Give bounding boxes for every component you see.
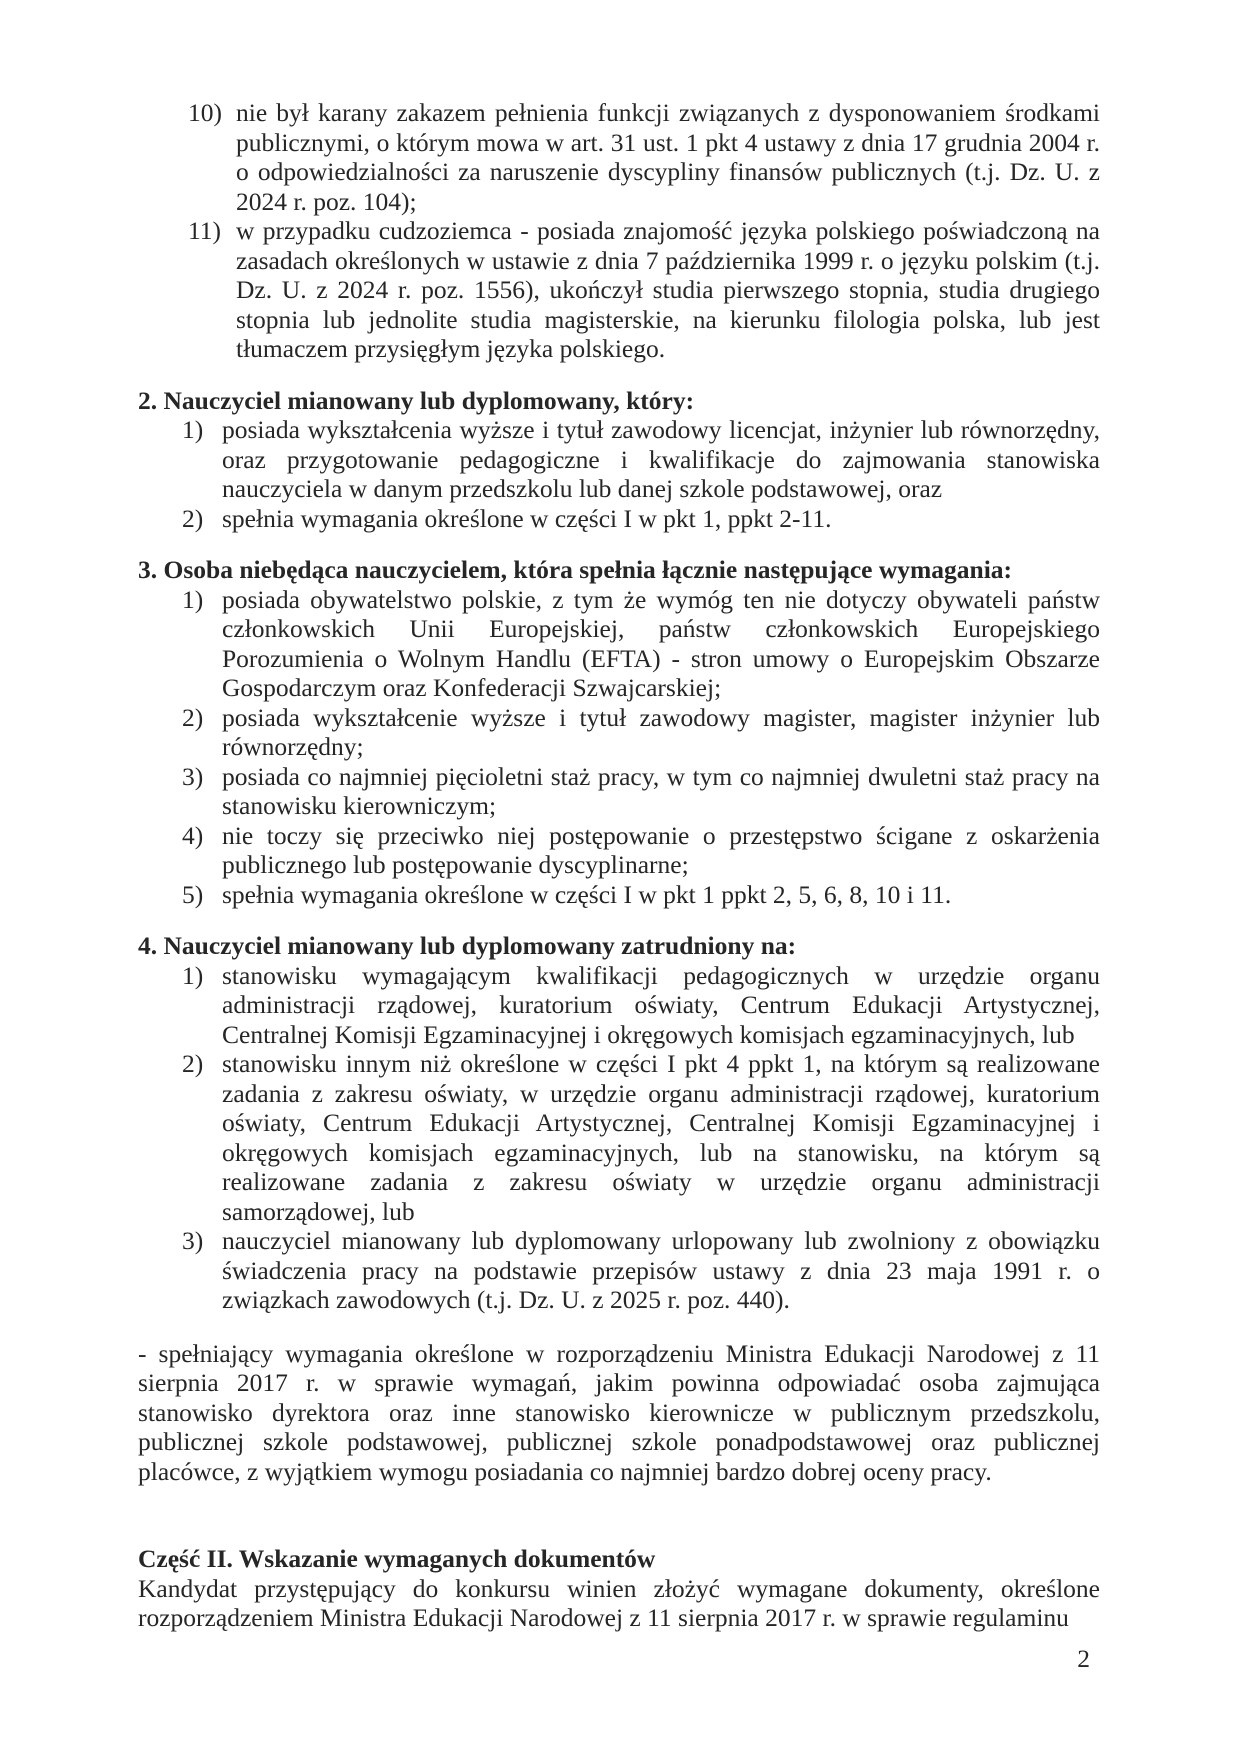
page-content	[138, 98, 1100, 1633]
section2-list	[138, 415, 1100, 533]
item-text: stanowisku wymagającym kwalifikacji pedagogicznych w urzędzie organu administracji rządowej, kuratorium oświaty, Centrum Edukacji Artystycznej, Centralnej Komisji Egzaminacyjnej i okręgowych komisjach egzaminacyjnych, lub	[222, 960, 1100, 1049]
list-item	[188, 216, 1100, 364]
item-number: 3)	[182, 761, 204, 791]
item-number: 5)	[182, 879, 204, 909]
item-text: spełnia wymagania określone w części I w pkt 1 ppkt 2, 5, 6, 8, 10 i 11.	[222, 879, 952, 909]
item-number: 1)	[182, 584, 204, 614]
list-item	[182, 585, 1100, 703]
list-item	[182, 961, 1100, 1050]
closing-paragraph: - spełniający wymagania określone w rozporządzeniu Ministra Edukacji Narodowej z 11 sierpnia 2017 r. w sprawie wymagań, jakim powinna odpowiadać osoba zajmująca stanowisko dyrektora oraz inne stanowisko kierownicze w publicznym przedszkolu, publicznej szkole podstawowej, publicznej szkole ponadpodstawowej oraz publicznej placówce, z wyjątkiem wymogu posiadania co najmniej bardzo dobrej oceny pracy.	[138, 1338, 1100, 1486]
item-number: 2)	[182, 702, 204, 732]
item-number: 3)	[182, 1226, 204, 1255]
item-number: 2)	[182, 503, 204, 533]
item-text: posiada wykształcenia wyższe i tytuł zawodowy licencjat, inżynier lub równorzędny, oraz przygotowanie pedagogiczne i kwalifikacje do zajmowania stanowiska nauczyciela w danym przedszkolu lub danej szkole podstawowej, oraz	[222, 415, 1100, 503]
item-text: posiada co najmniej pięcioletni staż pracy, w tym co najmniej dwuletni staż pracy na stanowisku kierowniczym;	[222, 761, 1100, 820]
item-number: 2)	[182, 1049, 204, 1078]
item-text: posiada wykształcenie wyższe i tytuł zawodowy magister, magister inżynier lub równorzędny;	[222, 702, 1100, 761]
list-item	[182, 1226, 1100, 1315]
section4-list	[138, 961, 1100, 1315]
section3-list	[138, 585, 1100, 910]
list-item	[182, 1049, 1100, 1226]
section3-heading: 3. Osoba niebędąca nauczycielem, która spełnia łącznie następujące wymagania:	[138, 555, 1013, 584]
item-number: 1)	[182, 960, 204, 990]
part2-heading: Część II. Wskazanie wymaganych dokumentów	[138, 1544, 656, 1573]
item-text: nie był karany zakazem pełnienia funkcji związanych z dysponowaniem środkami publicznymi, o którym mowa w art. 31 ust. 1 pkt 4 ustawy z dnia 17 grudnia 2004 r. o odpowiedzialności za naruszenie dyscypliny finansów publicznych (t.j. Dz. U. z 2024 r. poz. 104);	[236, 98, 1100, 216]
list-item	[182, 762, 1100, 821]
section1-tail-list	[138, 98, 1100, 364]
section2-heading: 2. Nauczyciel mianowany lub dyplomowany, który:	[138, 385, 695, 415]
list-item	[182, 415, 1100, 504]
item-text: nauczyciel mianowany lub dyplomowany urlopowany lub zwolniony z obowiązku świadczenia pracy na podstawie przepisów ustawy z dnia 23 maja 1991 r. o związkach zawodowych (t.j. Dz. U. z 2025 r. poz. 440).	[222, 1226, 1100, 1314]
item-text: spełnia wymagania określone w części I w pkt 1, ppkt 2-11.	[222, 503, 832, 533]
section4-heading: 4. Nauczyciel mianowany lub dyplomowany zatrudniony na:	[138, 931, 797, 960]
item-text: stanowisku innym niż określone w części I pkt 4 ppkt 1, na którym są realizowane zadania z zakresu oświaty, w urzędzie organu administracji rządowej, kuratorium oświaty, Centrum Edukacji Artystycznej, Centralnej Komisji Egzaminacyjnej i okręgowych komisjach egzaminacyjnych, lub na stanowisku, na którym są realizowane zadania z zakresu oświaty w urzędzie organu administracji samorządowej, lub	[222, 1049, 1100, 1226]
item-number: 11)	[188, 216, 222, 245]
item-text: posiada obywatelstwo polskie, z tym że wymóg ten nie dotyczy obywateli państw członkowskich Unii Europejskiej, państw członkowskich Europejskiego Porozumienia o Wolnym Handlu (EFTA) - stron umowy o Europejskim Obszarze Gospodarczym oraz Konfederacji Szwajcarskiej;	[222, 584, 1100, 702]
item-number: 1)	[182, 415, 204, 444]
list-item	[182, 821, 1100, 880]
page-number: 2	[1077, 1644, 1090, 1673]
item-number: 4)	[182, 820, 204, 850]
item-number: 10)	[188, 98, 222, 127]
list-item	[182, 504, 1100, 534]
list-item	[182, 703, 1100, 762]
part2-text: Kandydat przystępujący do konkursu winien złożyć wymagane dokumenty, określone rozporządzeniem Ministra Edukacji Narodowej z 11 sierpnia 2017 r. w sprawie regulaminu	[138, 1573, 1100, 1632]
list-item	[188, 98, 1100, 216]
item-text: nie toczy się przeciwko niej postępowanie o przestępstwo ścigane z oskarżenia publicznego lub postępowanie dyscyplinarne;	[222, 820, 1100, 879]
item-text: w przypadku cudzoziemca - posiada znajomość języka polskiego poświadczoną na zasadach określonych w ustawie z dnia 7 października 1999 r. o języku polskim (t.j. Dz. U. z 2024 r. poz. 1556), ukończył studia pierwszego stopnia, studia drugiego stopnia lub jednolite studia magisterskie, na kierunku filologia polska, lub jest tłumaczem przysięgłym języka polskiego.	[236, 216, 1100, 363]
list-item	[182, 880, 1100, 910]
